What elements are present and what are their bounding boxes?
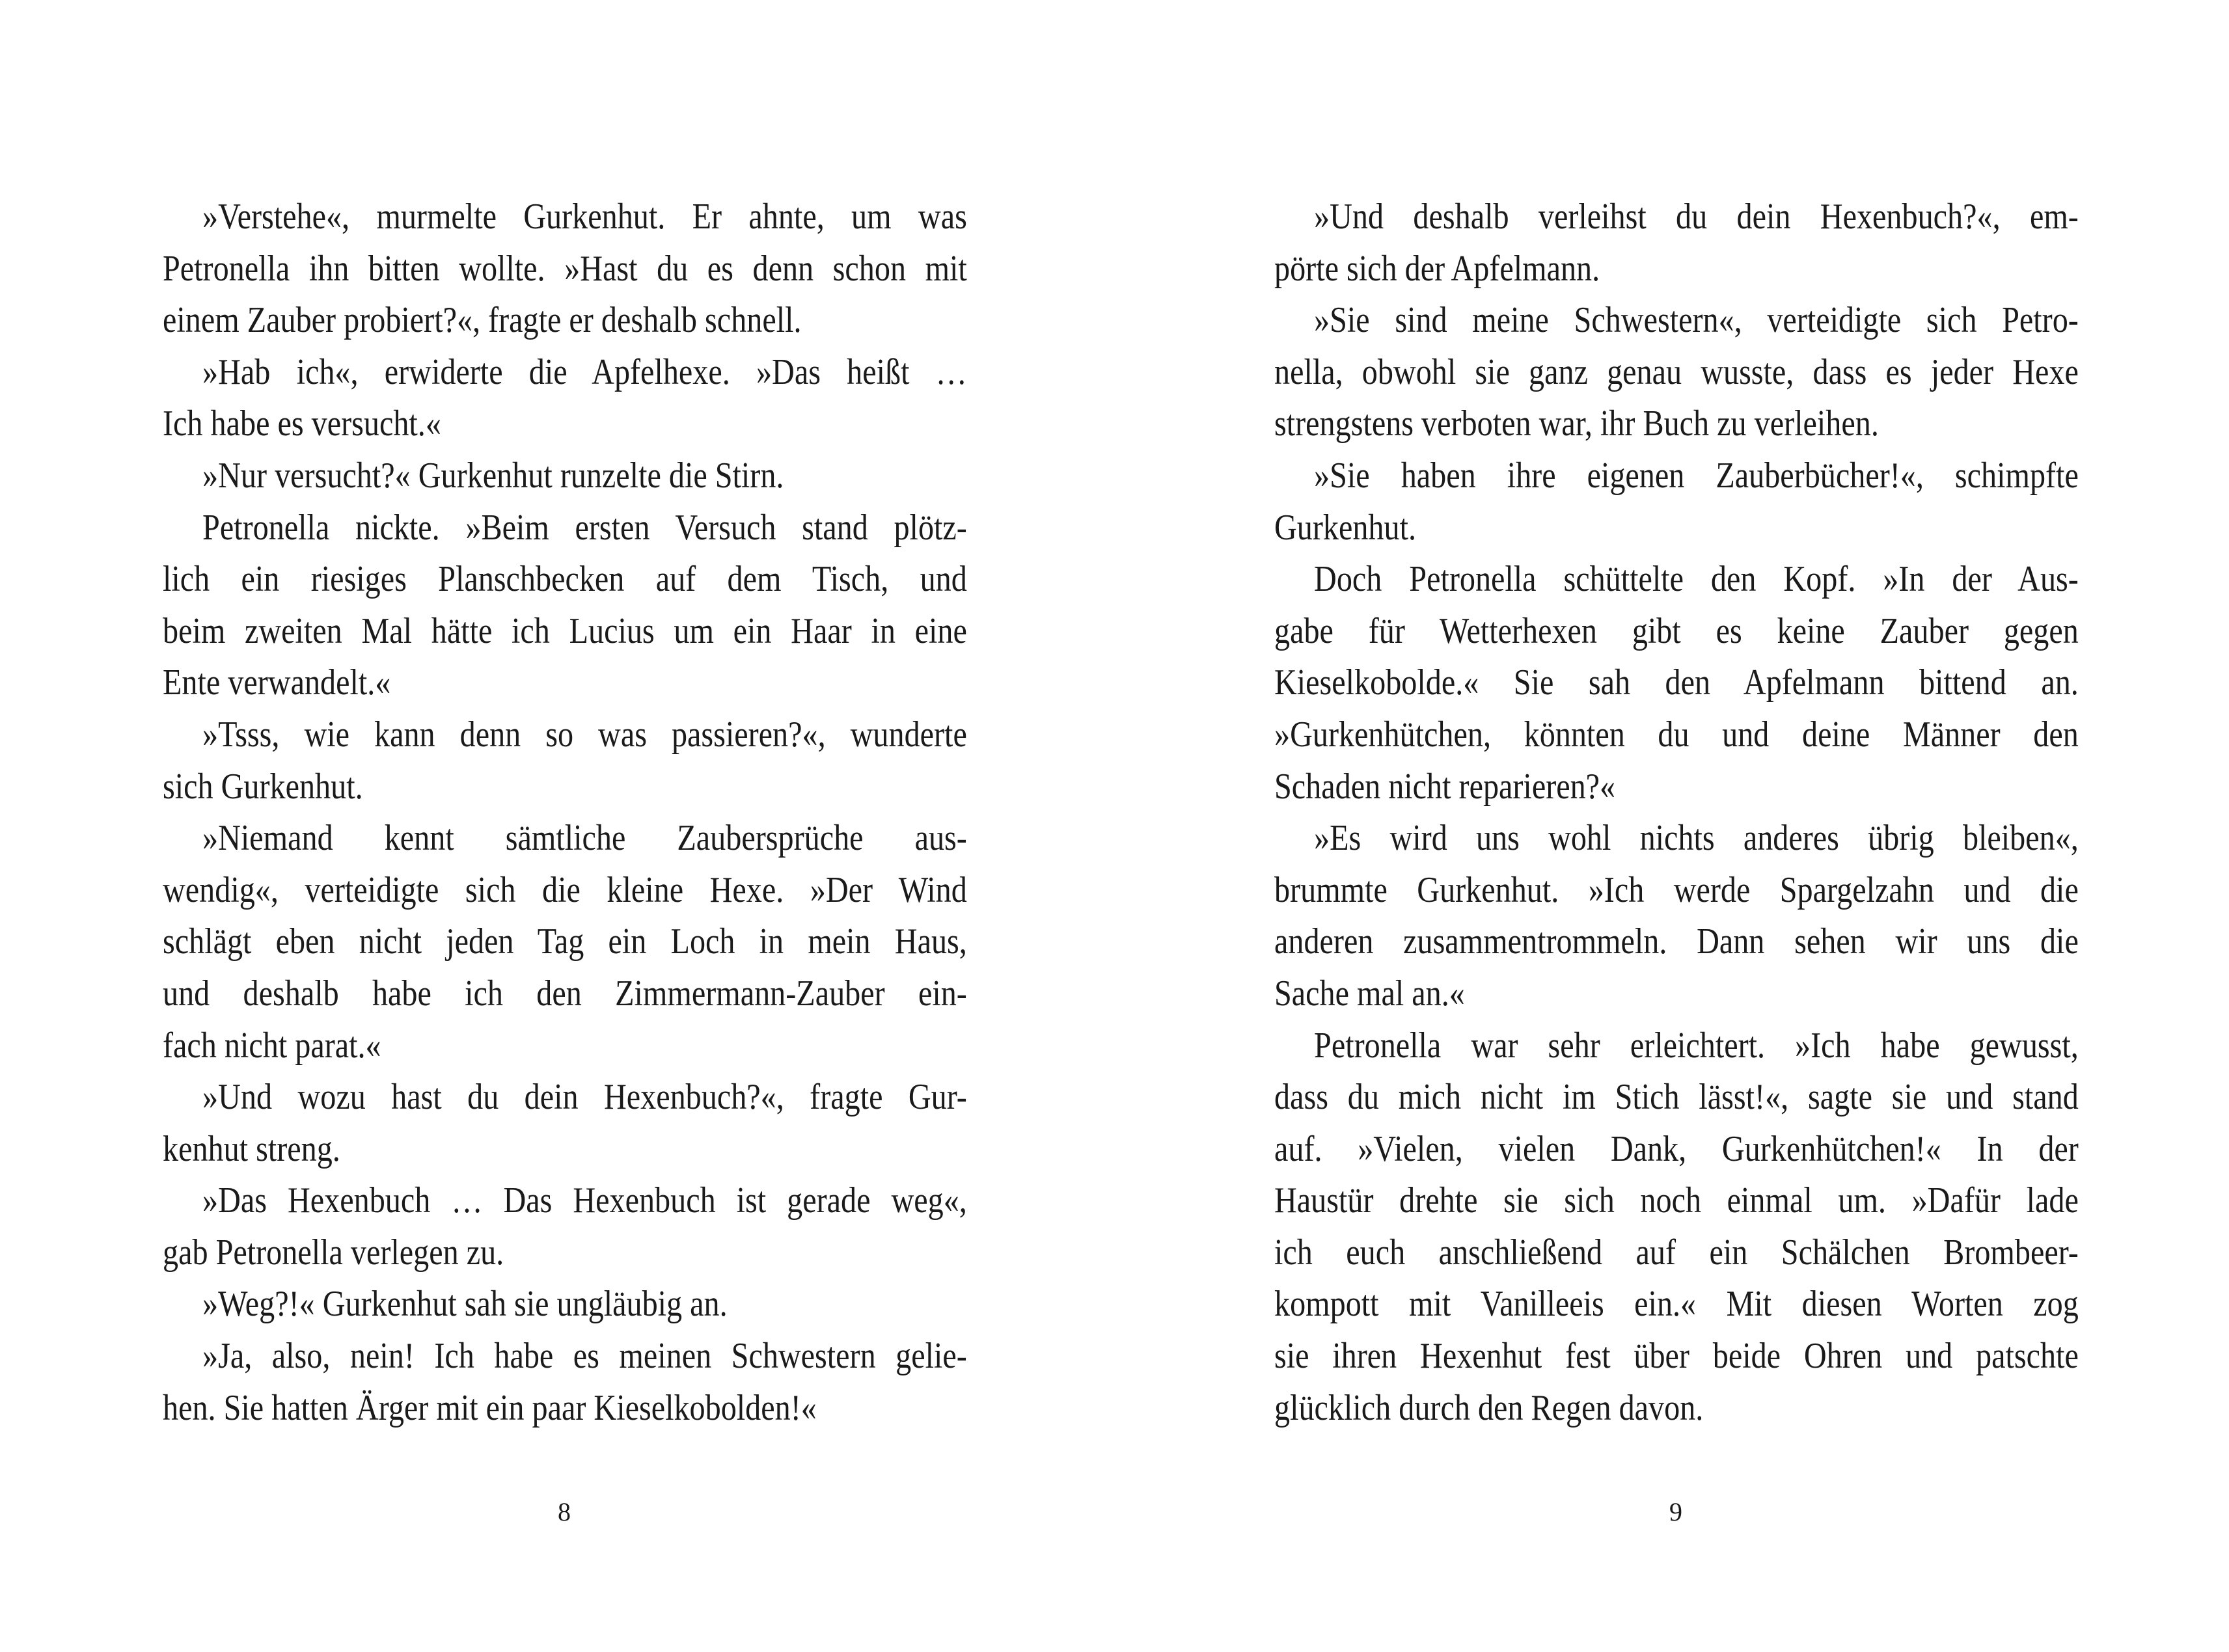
text-line: Haustür drehte sie sich noch einmal um. »Dafür lade (1274, 1180, 2079, 1221)
text-line: »Nur versucht?« Gurkenhut runzelte die Stirn. (202, 455, 784, 496)
text-line: »Niemand kennt sämtliche Zaubersprüche aus- (202, 818, 967, 859)
text-line: »Hab ich«, erwiderte die Apfelhexe. »Das heißt … (202, 351, 967, 392)
text-line: Petronella war sehr erleichtert. »Ich habe gewusst, (1314, 1025, 2079, 1066)
text-line: »Weg?!« Gurkenhut sah sie ungläubig an. (202, 1284, 728, 1325)
text-line: nella, obwohl sie ganz genau wusste, dass es jeder Hexe (1274, 351, 2079, 392)
text-line: »Ja, also, nein! Ich habe es meinen Schwestern gelie- (202, 1336, 967, 1377)
text-line: und deshalb habe ich den Zimmermann-Zauber ein- (163, 973, 967, 1014)
text-line: »Es wird uns wohl nichts anderes übrig bleiben«, (1314, 818, 2079, 859)
text-line: »Sie sind meine Schwestern«, verteidigte sich Petro- (1314, 300, 2079, 341)
text-line: Gurkenhut. (1274, 507, 1417, 548)
text-line: Ente verwandelt.« (163, 662, 391, 703)
text-line: sie ihren Hexenhut fest über beide Ohren und patschte (1274, 1336, 2079, 1377)
text-line: kenhut streng. (163, 1128, 340, 1169)
text-line: gab Petronella verlegen zu. (163, 1232, 504, 1273)
text-line: Schaden nicht reparieren?« (1274, 766, 1616, 807)
text-line: Petronella ihn bitten wollte. »Hast du es denn schon mit (163, 248, 967, 289)
text-line: ich euch anschließend auf ein Schälchen Brombeer- (1274, 1232, 2079, 1273)
text-line: »Und deshalb verleihst du dein Hexenbuch?«, em- (1314, 196, 2079, 237)
text-line: auf. »Vielen, vielen Dank, Gurkenhütchen!« In der (1274, 1128, 2079, 1169)
text-line: wendig«, verteidigte sich die kleine Hexe. »Der Wind (163, 869, 967, 910)
text-line: fach nicht parat.« (163, 1025, 381, 1066)
text-line: »Das Hexenbuch … Das Hexenbuch ist gerade weg«, (202, 1180, 967, 1221)
page-number-right: 9 (1669, 1497, 1682, 1526)
text-line: »Sie haben ihre eigenen Zauberbücher!«, schimpfte (1314, 455, 2079, 496)
text-line: gabe für Wetterhexen gibt es keine Zauber gegen (1274, 610, 2079, 651)
text-line: anderen zusammentrommeln. Dann sehen wir uns die (1274, 921, 2079, 962)
text-line: hen. Sie hatten Ärger mit ein paar Kieselkobolden!« (163, 1387, 817, 1428)
text-line: »Tsss, wie kann denn so was passieren?«, wunderte (202, 714, 967, 755)
text-line: »Gurkenhütchen, könnten du und deine Männer den (1274, 714, 2079, 755)
text-line: kompott mit Vanilleeis ein.« Mit diesen Worten zog (1274, 1284, 2079, 1325)
text-line: schlägt eben nicht jeden Tag ein Loch in mein Haus, (163, 921, 967, 962)
right-page-text (1274, 191, 2079, 1434)
text-line: strengstens verboten war, ihr Buch zu verleihen. (1274, 403, 1879, 444)
left-page-text (163, 191, 967, 1434)
page-number-left: 8 (558, 1497, 571, 1526)
text-line: sich Gurkenhut. (163, 766, 363, 807)
text-line: Petronella nickte. »Beim ersten Versuch stand plötz- (202, 507, 967, 548)
text-line: Kieselkobolde.« Sie sah den Apfelmann bittend an. (1274, 662, 2079, 703)
text-line: Doch Petronella schüttelte den Kopf. »In der Aus- (1314, 559, 2079, 600)
text-line: einem Zauber probiert?«, fragte er deshalb schnell. (163, 300, 802, 341)
text-line: beim zweiten Mal hätte ich Lucius um ein Haar in eine (163, 610, 967, 651)
text-line: »Verstehe«, murmelte Gurkenhut. Er ahnte, um was (202, 196, 967, 237)
text-line: lich ein riesiges Planschbecken auf dem Tisch, und (163, 559, 967, 600)
text-line: brummte Gurkenhut. »Ich werde Spargelzahn und die (1274, 869, 2079, 910)
text-line: pörte sich der Apfelmann. (1274, 248, 1600, 289)
text-line: glücklich durch den Regen davon. (1274, 1387, 1704, 1428)
text-line: Ich habe es versucht.« (163, 403, 441, 444)
text-line: dass du mich nicht im Stich lässt!«, sagte sie und stand (1274, 1077, 2079, 1118)
text-line: Sache mal an.« (1274, 973, 1465, 1014)
text-line: »Und wozu hast du dein Hexenbuch?«, fragte Gur- (202, 1077, 967, 1118)
